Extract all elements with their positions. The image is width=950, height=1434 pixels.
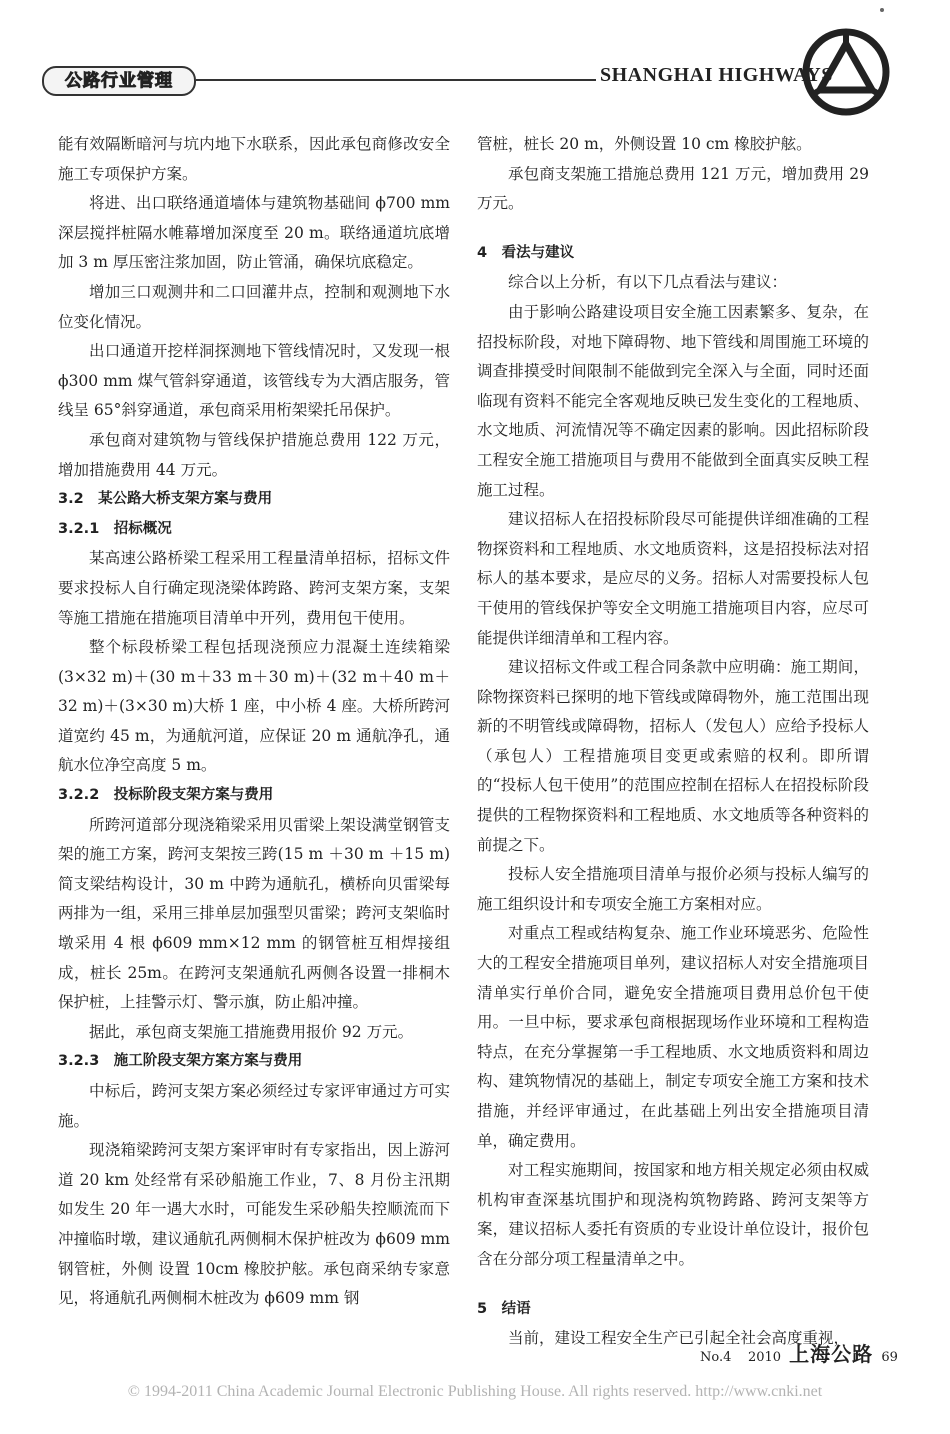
page-footer [700, 1338, 898, 1367]
paragraph: 某高速公路桥梁工程采用工程量清单招标，招标文件要求投标人自行确定现浇梁体跨路、跨河支架方案，支架等施工措施在措施项目清单中开列，费用包干使用。 [58, 549, 450, 627]
paragraph: 出口通道开挖样洞探测地下管线情况时，又发现一根 ϕ300 mm 煤气管斜穿通道，该管线专为大酒店服务，管线呈 65°斜穿通道，承包商采用桁架梁托吊保护。 [58, 342, 450, 420]
spacer [477, 219, 869, 239]
paragraph: 承包商支架施工措施总费用 121 万元，增加费用 29 万元。 [477, 164, 869, 213]
paragraph: 所跨河道部分现浇箱梁采用贝雷梁上架设满堂钢管支架的施工方案，跨河支架按三跨(15 m ＋30 m ＋15 m)简支梁结构设计，30 m 中跨为通航孔，横桥向贝雷梁每两排为一组，采用三排单层加强型贝雷梁；跨河支架临时墩采用 4 根 ϕ609 mm×12 mm 的钢管桩互相焊接组成，桩长 25m。在跨河支架通航孔两侧各设置一排桐木保护桩，上挂警示灯、警示旗，防止船冲撞。 [58, 815, 450, 1012]
subsection-heading: 3.2.2 投标阶段支架方案与费用 [58, 787, 274, 804]
paragraph: 增加三口观测井和二口回灌井点，控制和观测地下水位变化情况。 [58, 282, 450, 331]
paragraph: 建议招标人在招投标阶段尽可能提供详细准确的工程物探资料和工程地质、水文地质资料，这是招投标法对招标人的基本要求，是应尽的义务。招标人对需要投标人包干使用的管线保护等安全文明施工措施项目内容，应尽可能提供详细清单和工程内容。 [477, 510, 869, 647]
page-header [0, 0, 950, 120]
paragraph: 对重点工程或结构复杂、施工作业环境恶劣、危险性大的工程安全措施项目单列，建议招标人对安全措施项目清单实行单价合同，避免安全措施项目费用总价包干使用。一旦中标，要求承包商根据现场作业环境和工程构造特点，在充分掌握第一手工程地质、水文地质资料和周边构、建筑物情况的基础上，制定专项安全施工方案和技术措施，并经评审通过，在此基础上列出安全措施项目清单，确定费用。 [477, 924, 869, 1150]
highway-emblem-icon [800, 26, 892, 118]
issue-number: No.4 [700, 1350, 732, 1365]
header-rule [196, 79, 596, 81]
paragraph: 据此，承包商支架施工措施费用报价 92 万元。 [89, 1022, 414, 1041]
paragraph: 能有效隔断暗河与坑内地下水联系，因此承包商修改安全施工专项保护方案。 [58, 135, 450, 183]
section-heading: 4 看法与建议 [477, 244, 575, 261]
right-column [477, 130, 869, 1354]
page-number: 69 [881, 1350, 898, 1365]
journal-title-en: SHANGHAI HIGHWAYS [600, 64, 833, 86]
paragraph: 现浇箱梁跨河支架方案评审时有专家指出，因上游河道 20 km 处经常有采砂船施工作业，7、8 月份主汛期如发生 20 年一遇大水时，可能发生采砂船失控顺流而下冲撞临时墩，建议通航孔两侧桐木保护桩改为 ϕ609 mm 钢管桩，外侧 设置 10cm 橡胶护舷。承包商采纳专家意见，将通航孔两侧桐木桩改为 ϕ609 mm 钢 [58, 1141, 450, 1308]
copyright-notice: © 1994-2011 China Academic Journal Electronic Publishing House. All rights reserved. http://www.cnki.net [127, 1383, 823, 1400]
paragraph: 投标人安全措施项目清单与报价必须与投标人编写的施工组织设计和专项安全施工方案相对应。 [477, 865, 869, 913]
paragraph: 由于影响公路建设项目安全施工因素繁多、复杂，在招投标阶段，对地下障碍物、地下管线和周围施工环境的调查排摸受时间限制不能做到完全深入与全面，同时还面临现有资料不能完全客观地反映已发生变化的工程地质、水文地质、河流情况等不确定因素的影响。因此招标阶段工程安全施工措施项目与费用不能做到全面真实反映工程施工过程。 [477, 302, 869, 499]
section-logo: 公路行业管理 [42, 66, 196, 96]
subsection-heading: 3.2.1 招标概况 [58, 520, 172, 537]
paragraph: 综合以上分析，有以下几点看法与建议： [508, 273, 788, 292]
corner-dot [880, 8, 884, 12]
paragraph: 建议招标文件或工程合同条款中应明确：施工期间，除物探资料已探明的地下管线或障碍物外，施工范围出现新的不明管线或障碍物，招标人（发包人）应给予投标人（承包人）工程措施项目变更或索赔的权利。即所谓的“投标人包干使用”的范围应控制在招标人在招投标阶段提供的工程物探资料和工程地质、水文地质等各种资料的前提之下。 [477, 658, 869, 854]
journal-name: 上海公路 [789, 1342, 874, 1366]
paragraph: 承包商对建筑物与管线保护措施总费用 122 万元，增加措施费用 44 万元。 [58, 430, 450, 479]
section-heading: 3.2 某公路大桥支架方案与费用 [58, 491, 273, 508]
spacer [477, 1275, 869, 1295]
issue-year: 2010 [747, 1350, 782, 1365]
section-heading: 5 结语 [477, 1300, 531, 1317]
paragraph: 管桩，桩长 20 m，外侧设置 10 cm 橡胶护舷。 [477, 135, 812, 153]
left-column [58, 130, 450, 1314]
paragraph: 当前，建设工程安全生产已引起全社会高度重视， [508, 1329, 850, 1348]
paragraph: 整个标段桥梁工程包括现浇预应力混凝土连续箱梁(3×32 m)＋(30 m＋33 m＋30 m)＋(32 m＋40 m＋32 m)＋(3×30 m)大桥 1 座，中小桥 4 座。大桥所跨河道宽约 45 m，为通航河道，应保证 20 m 通航净孔，通航水位净空高度 5 m。 [58, 638, 450, 775]
paragraph: 将进、出口联络通道墙体与建筑物基础间 ϕ700 mm深层搅拌桩隔水帷幕增加深度至 20 m。联络通道坑底增加 3 m 厚压密注浆加固，防止管涌，确保坑底稳定。 [58, 194, 450, 272]
paragraph: 中标后，跨河支架方案必须经过专家评审通过方可实施。 [58, 1082, 450, 1130]
subsection-heading: 3.2.3 施工阶段支架方案方案与费用 [58, 1053, 303, 1070]
paragraph: 对工程实施期间，按国家和地方相关规定必须由权威机构审查深基坑围护和现浇构筑物跨路、跨河支架等方案，建议招标人委托有资质的专业设计单位设计，报价包含在分部分项工程量清单之中。 [477, 1161, 869, 1268]
